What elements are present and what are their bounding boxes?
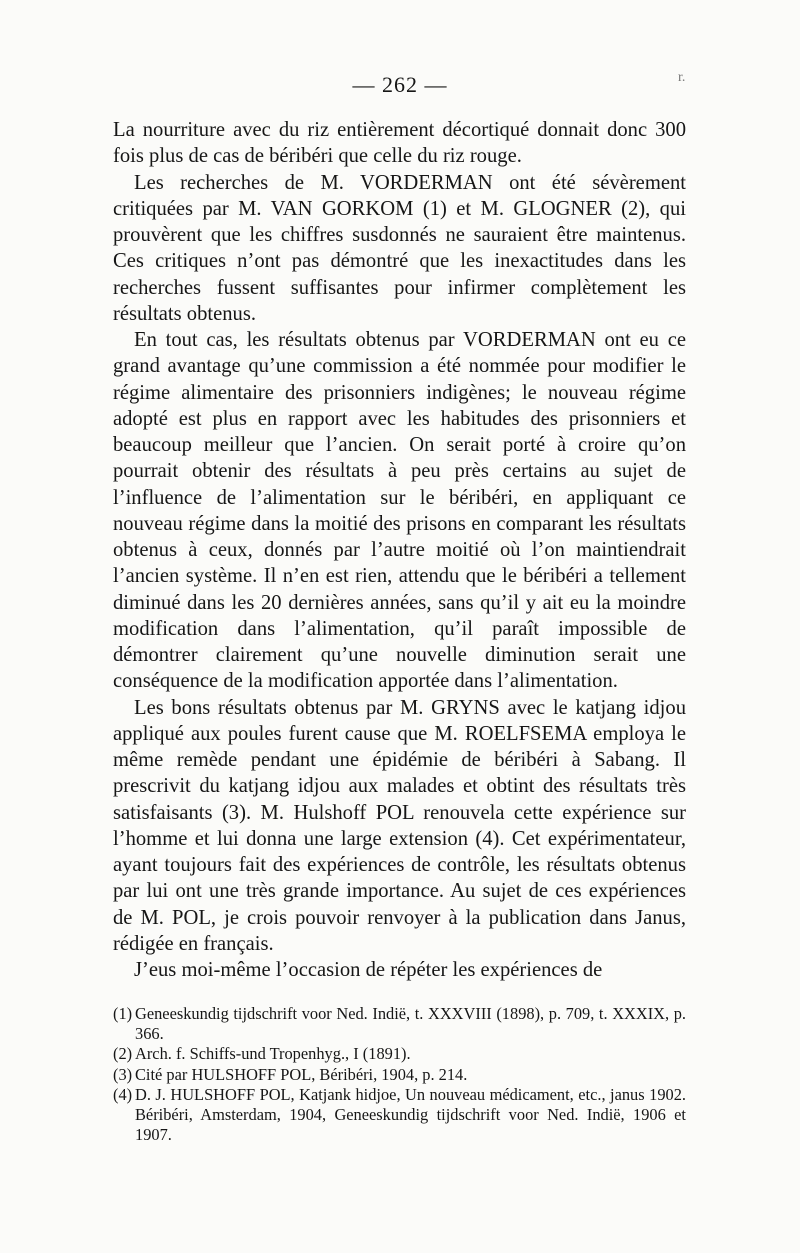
paragraph: La nourriture avec du riz entièrement décortiqué donnait donc 300 fois plus de cas de béribéri que celle du riz rouge.	[113, 119, 686, 168]
footnotes	[113, 1004, 686, 1145]
paragraph: En tout cas, les résultats obtenus par VORDERMAN ont eu ce grand avantage qu’une commission a été nommée pour modifier le régime alimentaire des prisonniers indigènes; le nouveau régime adopté est plus en rapport avec les habitudes des prisonniers et beaucoup meilleur que l’ancien. On serait porté à croire qu’on pourrait obtenir des résultats à peu près certains au sujet de l’influence de l’alimentation sur le béribéri, en appliquant ce nouveau régime dans la moitié des prisons en comparant les résultats obtenus à ceux, donnés par l’autre moitié où l’on maintiendrait l’ancien système. Il n’en est rien, attendu que le béribéri a tellement diminué dans les 20 dernières années, sans qu’il y ait eu la moindre modification dans l’alimentation, qu’il paraît impossible de démontrer clairement qu’une nouvelle diminution serait une conséquence de la modification apportée dans l’alimentation.	[113, 329, 686, 693]
paragraph: J’eus moi-même l’occasion de répéter les expériences de	[134, 959, 603, 981]
footnote	[113, 1044, 686, 1064]
footnote	[113, 1085, 686, 1146]
paragraph: Les bons résultats obtenus par M. GRYNS avec le katjang idjou appliqué aux poules furent cause que M. ROELFSEMA employa le même remède pendant une épidémie de béribéri à Sabang. Il prescrivit du katjang idjou aux malades et obtint des résultats très satisfaisants (3). M. Hulshoff POL renouvela cette expérience sur l’homme et lui donna une large extension (4). Cet expérimentateur, ayant toujours fait des expériences de contrôle, les résultats obtenus par lui ont une très grande importance. Au sujet de ces expériences de M. POL, je crois pouvoir renvoyer à la publication dans Janus, rédigée en français.	[113, 696, 686, 955]
corner-mark: r.	[678, 70, 686, 85]
footnote-text: Geneeskundig tijdschrift voor Ned. Indië, t. XXXVIII (1898), p. 709, t. XXXIX, p. 366.	[135, 1004, 686, 1044]
footnote	[113, 1065, 686, 1085]
footnote-marker: (2)	[113, 1044, 133, 1064]
footnote-text: Arch. f. Schiffs-und Tropenhyg., I (1891).	[135, 1044, 411, 1064]
footnote-marker: (3)	[113, 1064, 133, 1084]
footnote-marker: (4)	[113, 1084, 133, 1104]
footnote-marker: (1)	[113, 1004, 133, 1023]
footnote	[113, 1004, 686, 1044]
body-text	[113, 117, 686, 983]
paragraph: Les recherches de M. VORDERMAN ont été sévèrement critiquées par M. VAN GORKOM (1) et M. GLOGNER (2), qui prouvèrent que les chiffres susdonnés ne sauraient être maintenus. Ces critiques n’ont pas démontré que les inexactitudes dans les recherches fussent suffisantes pour infirmer complètement les résultats obtenus.	[113, 171, 686, 325]
footnote-text: Cité par HULSHOFF POL, Béribéri, 1904, p. 214.	[135, 1064, 468, 1084]
footnote-text: D. J. HULSHOFF POL, Katjank hidjoe, Un nouveau médicament, etc., janus 1902. Béribéri, Amsterdam, 1904, Geneeskundig tijdschrift voor Ned. Indië, 1906 et 1907.	[135, 1084, 686, 1145]
page-number: — 262 —	[352, 72, 448, 97]
